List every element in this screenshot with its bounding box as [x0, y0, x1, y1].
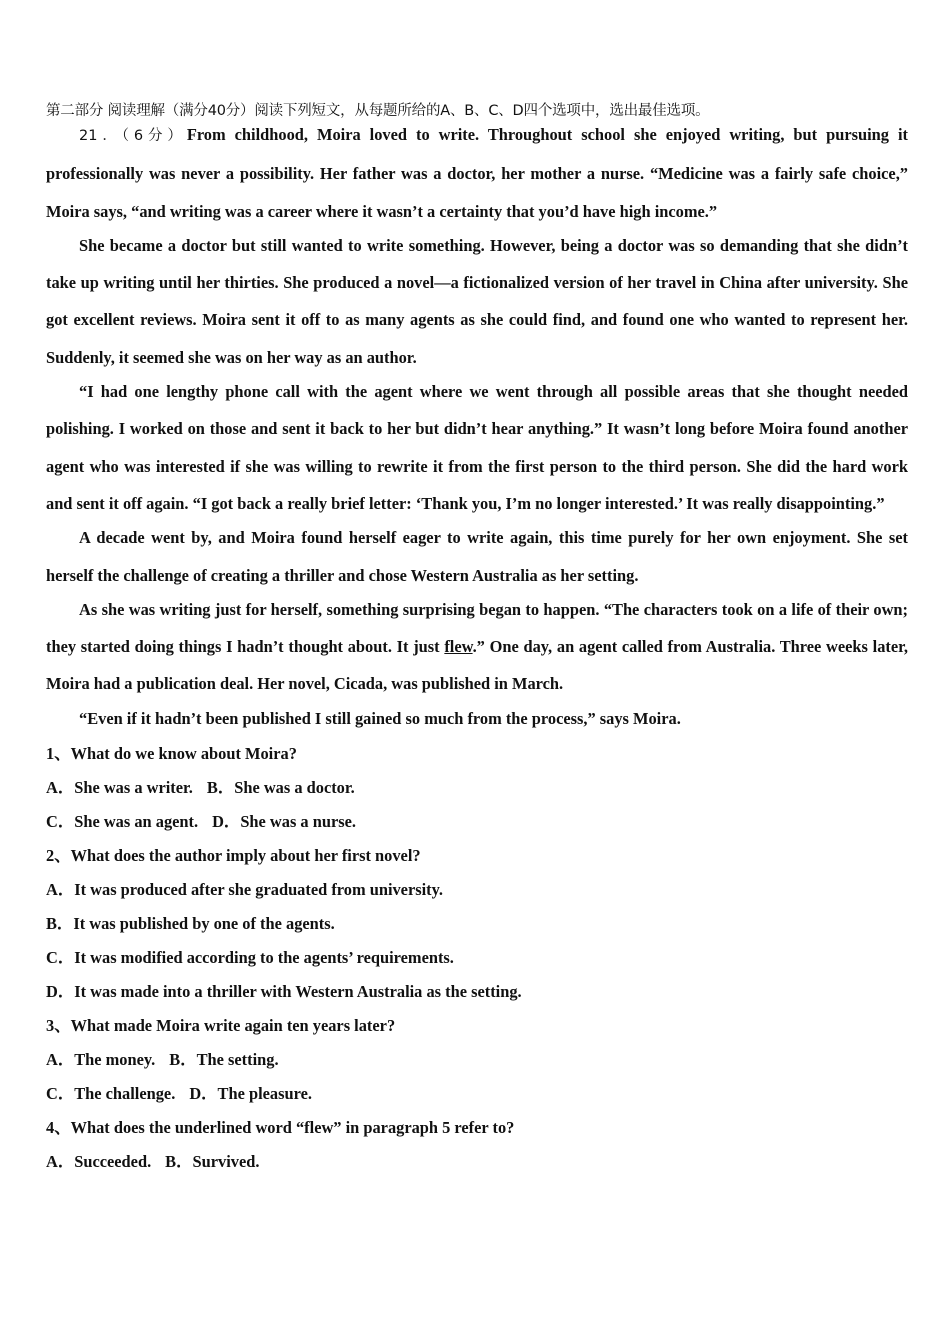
option-a: A．The money. — [46, 1050, 156, 1070]
option-d: D．It was made into a thriller with Western Australia as the setting. — [46, 982, 522, 1002]
question-stem: 2、What does the author imply about her first novel? — [46, 846, 421, 866]
question-stem: 1、What do we know about Moira? — [46, 744, 297, 764]
paragraph-5-text-after: .” One day, an agent called from Australia. Three weeks later, Moira had a publication deal. Her novel, Cicada, was published in March. — [46, 637, 908, 694]
option-line — [46, 1145, 908, 1179]
option-c: C．The challenge. — [46, 1084, 176, 1104]
question-stem: 4、What does the underlined word “flew” in paragraph 5 refer to? — [46, 1118, 515, 1138]
questions — [46, 737, 908, 1179]
option-a: A．She was a writer. — [46, 778, 193, 798]
option-line — [46, 771, 908, 805]
option-c: C．It was modified according to the agents’ requirements. — [46, 948, 454, 968]
option-b: B．Survived. — [165, 1152, 260, 1172]
paragraph-1-text: From childhood, Moira loved to write. Throughout school she enjoyed writing, but pursuing it professionally was never a possibility. Her father was a doctor, her mother a nurse. “Medicine was a fairly safe choice,” Moira says, “and writing was a career where it wasn’t a certainty that you’d have high income.” — [46, 125, 908, 221]
passage-paragraph-5 — [46, 591, 908, 703]
passage-paragraph-1 — [46, 116, 908, 230]
option-line — [46, 1043, 908, 1077]
paragraph-5-text-before: As she was writing just for herself, something surprising began to happen. “The characters took on a life of their own; they started doing things I hadn’t thought about. It just — [46, 599, 908, 657]
option-line — [46, 1077, 908, 1111]
option-a: A．Succeeded. — [46, 1152, 152, 1172]
passage-paragraph-6: “Even if it hadn’t been published I still gained so much from the process,” says Moira. — [79, 708, 681, 728]
passage-paragraph-3: “I had one lengthy phone call with the agent where we went through all possible areas that she thought needed polishing. I worked on those and sent it back to her but didn’t hear anything.” It wasn’t long before Moira found another agent who was interested if she was willing to rewrite it from the first person to the third person. She did the hard work and sent it off again. “I got back a really brief letter: ‘Thank you, I’m no longer interested.’ It was really disappointing.” — [46, 382, 908, 513]
passage-paragraph-4: A decade went by, and Moira found herself eager to write again, this time purely for her own enjoyment. She set herself the challenge of creating a thriller and chose Western Australia as her setting. — [46, 528, 908, 585]
option-a: A．It was produced after she graduated from university. — [46, 880, 444, 900]
question-stem: 3、What made Moira write again ten years later? — [46, 1016, 396, 1036]
question-number: 21．（6分） — [79, 128, 187, 144]
option-b: B．It was published by one of the agents. — [46, 914, 335, 934]
underlined-word: flew — [444, 637, 473, 657]
option-b: B．The setting. — [169, 1050, 279, 1070]
option-c: C．She was an agent. — [46, 812, 199, 832]
option-line — [46, 805, 908, 839]
option-b: B．She was a doctor. — [206, 778, 355, 798]
option-d: D．She was a nurse. — [212, 812, 356, 832]
section-heading: 第二部分 阅读理解（满分40分）阅读下列短文，从每题所给的A、B、C、D四个选项中，选出最佳选项。 — [46, 103, 710, 119]
passage-paragraph-2: She became a doctor but still wanted to write something. However, being a doctor was so demanding that she didn’t take up writing until her thirties. She produced a novel—a fictionalized version of her travel in China after university. She got excellent reviews. Moira sent it off to as many agents as she could find, and found one who wanted to represent her. Suddenly, it seemed she was on her way as an author. — [46, 235, 908, 367]
option-d: D．The pleasure. — [189, 1084, 312, 1104]
page-content — [46, 100, 908, 1179]
